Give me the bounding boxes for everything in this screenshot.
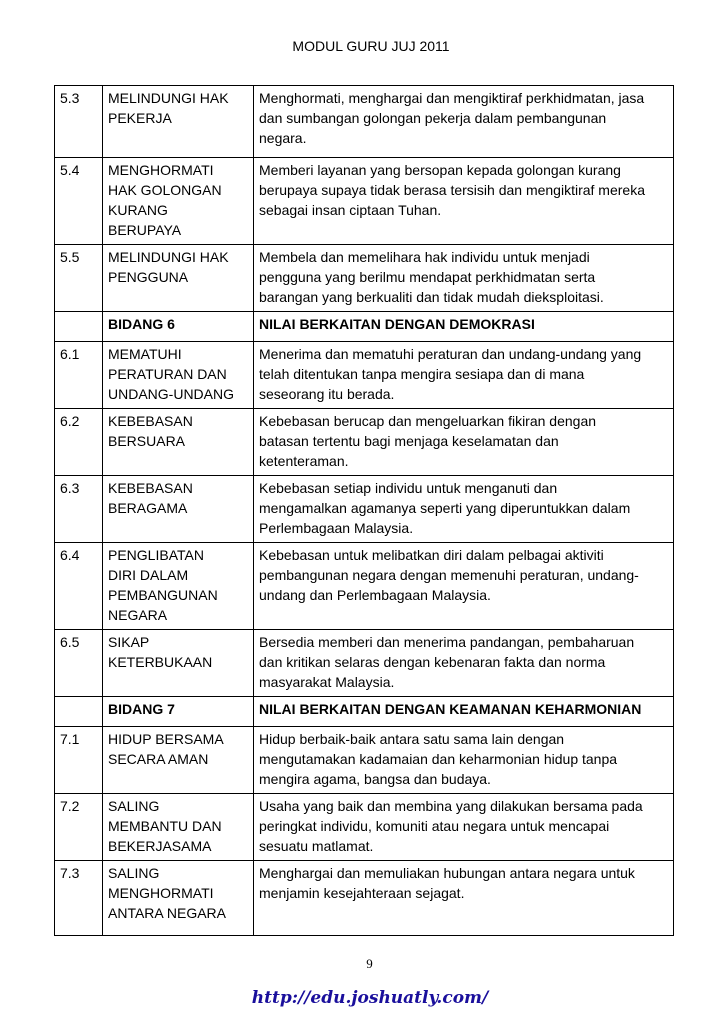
value-description: Hidup berbaik-baik antara satu sama lain dengan mengutamakan kadamaian dan keharmonian hidup tanpa mengira agama, bangsa dan budaya. — [254, 727, 674, 794]
value-title: SIKAP KETERBUKAAN — [103, 630, 254, 697]
section-heading-row — [55, 312, 674, 342]
value-description: Menghormati, menghargai dan mengiktiraf perkhidmatan, jasa dan sumbangan golongan pekerja dalam pembangunan negara. — [254, 86, 674, 158]
value-title: PENGLIBATAN DIRI DALAM PEMBANGUNAN NEGARA — [103, 543, 254, 630]
value-title: MELINDUNGI HAK PEKERJA — [103, 86, 254, 158]
value-title: KEBEBASAN BERSUARA — [103, 409, 254, 476]
table-row — [55, 476, 674, 543]
value-title: HIDUP BERSAMA SECARA AMAN — [103, 727, 254, 794]
row-number: 5.4 — [55, 158, 103, 245]
value-description: Memberi layanan yang bersopan kepada golongan kurang berupaya supaya tidak berasa tersisih dan mengiktiraf mereka sebagai insan ciptaan Tuhan. — [254, 158, 674, 245]
value-description: Menerima dan mematuhi peraturan dan undang-undang yang telah ditentukan tanpa mengira sesiapa dan di mana seseorang itu berada. — [254, 342, 674, 409]
table-row — [55, 409, 674, 476]
value-title: SALING MENGHORMATI ANTARA NEGARA — [103, 861, 254, 936]
table-row — [55, 86, 674, 158]
table-row — [55, 861, 674, 936]
value-description: Membela dan memelihara hak individu untuk menjadi pengguna yang berilmu mendapat perkhidmatan serta barangan yang berkualiti dan tidak mudah dieksploitasi. — [254, 245, 674, 312]
value-description: Bersedia memberi dan menerima pandangan, pembaharuan dan kritikan selaras dengan kebenaran fakta dan norma masyarakat Malaysia. — [254, 630, 674, 697]
table-row — [55, 245, 674, 312]
section-heading-row — [55, 697, 674, 727]
value-description: Kebebasan setiap individu untuk menganuti dan mengamalkan agamanya seperti yang diperuntukkan dalam Perlembagaan Malaysia. — [254, 476, 674, 543]
section-label: BIDANG 7 — [103, 697, 254, 727]
table-row — [55, 630, 674, 697]
row-number — [55, 697, 103, 727]
row-number: 7.3 — [55, 861, 103, 936]
page-header: MODUL GURU JUJ 2011 — [292, 38, 450, 54]
row-number: 6.1 — [55, 342, 103, 409]
row-number: 6.4 — [55, 543, 103, 630]
value-title: SALING MEMBANTU DAN BEKERJASAMA — [103, 794, 254, 861]
row-number: 6.5 — [55, 630, 103, 697]
value-description: Menghargai dan memuliakan hubungan antara negara untuk menjamin kesejahteraan sejagat. — [254, 861, 674, 936]
row-number: 5.3 — [55, 86, 103, 158]
row-number: 7.1 — [55, 727, 103, 794]
table-row — [55, 794, 674, 861]
value-title: MEMATUHI PERATURAN DAN UNDANG-UNDANG — [103, 342, 254, 409]
value-description: Kebebasan untuk melibatkan diri dalam pelbagai aktiviti pembangunan negara dengan memenuhi peraturan, undang- undang dan Perlembagaan Malaysia. — [254, 543, 674, 630]
section-title: NILAI BERKAITAN DENGAN DEMOKRASI — [254, 312, 674, 342]
page-number: 9 — [366, 956, 373, 971]
value-title: MELINDUNGI HAK PENGGUNA — [103, 245, 254, 312]
footer-url: http://edu.joshuatly.com/ — [251, 988, 489, 1008]
section-label: BIDANG 6 — [103, 312, 254, 342]
value-title: MENGHORMATI HAK GOLONGAN KURANG BERUPAYA — [103, 158, 254, 245]
row-number: 6.2 — [55, 409, 103, 476]
row-number: 7.2 — [55, 794, 103, 861]
row-number: 5.5 — [55, 245, 103, 312]
value-title: KEBEBASAN BERAGAMA — [103, 476, 254, 543]
values-table — [54, 85, 674, 936]
section-title: NILAI BERKAITAN DENGAN KEAMANAN KEHARMONIAN — [254, 697, 674, 727]
row-number — [55, 312, 103, 342]
value-description: Usaha yang baik dan membina yang dilakukan bersama pada peringkat individu, komuniti atau negara untuk mencapai sesuatu matlamat. — [254, 794, 674, 861]
table-row — [55, 158, 674, 245]
row-number: 6.3 — [55, 476, 103, 543]
table-row — [55, 543, 674, 630]
table-row — [55, 342, 674, 409]
table-row — [55, 727, 674, 794]
value-description: Kebebasan berucap dan mengeluarkan fikiran dengan batasan tertentu bagi menjaga keselamatan dan ketenteraman. — [254, 409, 674, 476]
